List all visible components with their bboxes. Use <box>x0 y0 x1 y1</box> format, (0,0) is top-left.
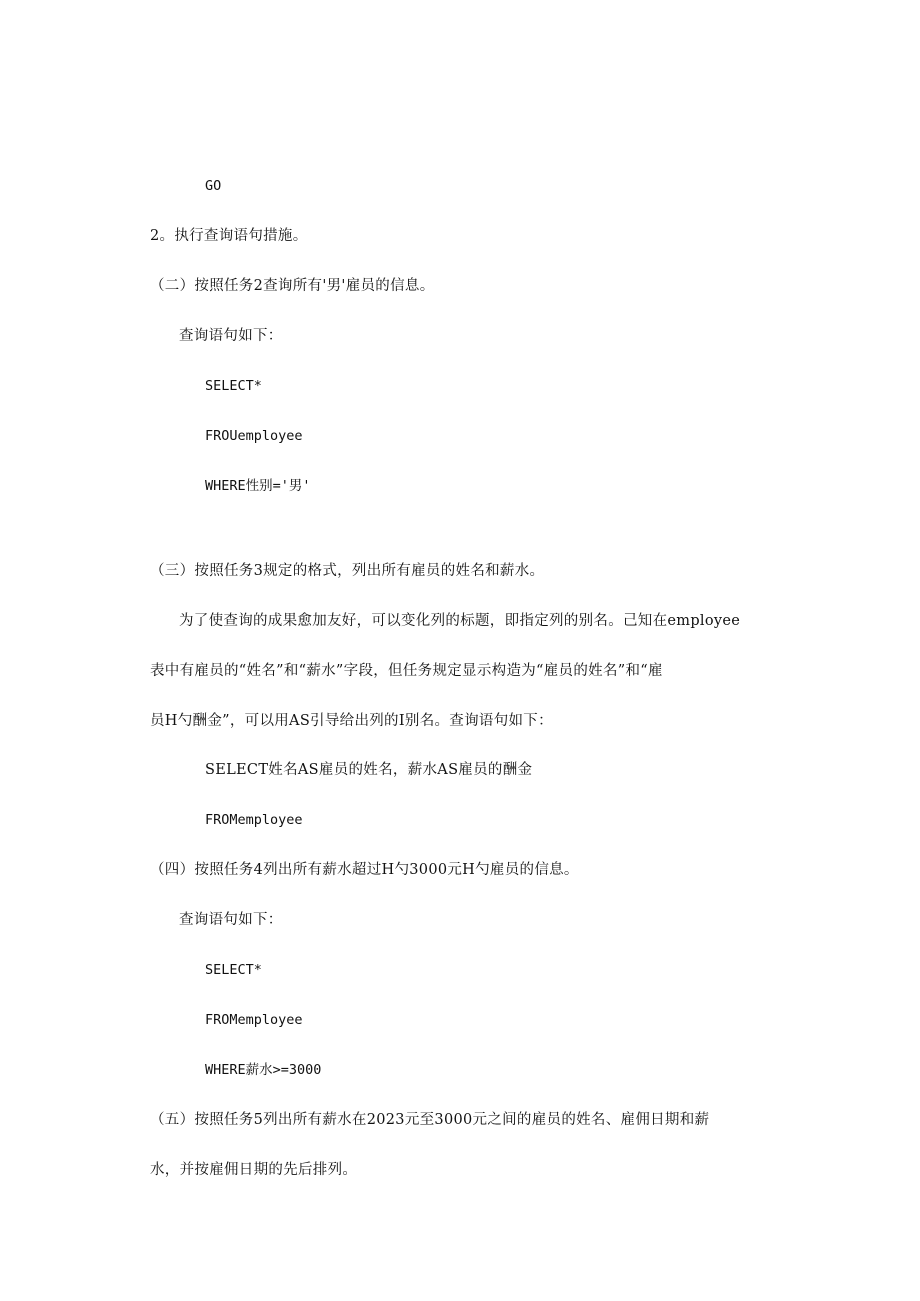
code-line-select: SELECT* <box>205 378 262 394</box>
paragraph-line: 为了使查询的成果愈加友好，可以变化列的标题，即指定列的别名。己知在employee <box>179 613 741 629</box>
code-line-where: WHERE性别='男' <box>205 478 311 494</box>
code-line-select-alias: SELECT姓名AS雇员的姓名，薪水AS雇员的酬金 <box>205 762 533 778</box>
paragraph-line: 水，并按雇佣日期的先后排列。 <box>150 1162 358 1178</box>
code-line-from: FROMemployee <box>205 812 303 828</box>
code-line-where: WHERE薪水>=3000 <box>205 1062 322 1078</box>
task-5-heading: （五）按照任务5列出所有薪水在2023元至3000元之间的雇员的姓名、雇佣日期和薪 <box>150 1112 710 1128</box>
paragraph-line: 员H勺酬金”，可以用AS引导给出列的I别名。查询语句如下： <box>150 713 553 729</box>
query-intro: 查询语句如下： <box>179 328 283 344</box>
task-2-heading: （二）按照任务2查询所有'男'雇员的信息。 <box>150 278 435 294</box>
query-intro: 查询语句如下： <box>179 912 283 928</box>
step-heading: 2。执行查询语句措施。 <box>150 228 308 244</box>
code-line-go: GO <box>205 178 222 194</box>
code-line-select: SELECT* <box>205 962 262 978</box>
code-line-from: FROUemployee <box>205 428 303 444</box>
task-4-heading: （四）按照任务4列出所有薪水超过H勺3000元H勺雇员的信息。 <box>150 862 579 878</box>
code-line-from: FROMemployee <box>205 1012 303 1028</box>
task-3-heading: （三）按照任务3规定的格式，列出所有雇员的姓名和薪水。 <box>150 563 545 579</box>
paragraph-line: 表中有雇员的“姓名”和“薪水”字段，但任务规定显示构造为“雇员的姓名”和“雇 <box>150 663 663 679</box>
